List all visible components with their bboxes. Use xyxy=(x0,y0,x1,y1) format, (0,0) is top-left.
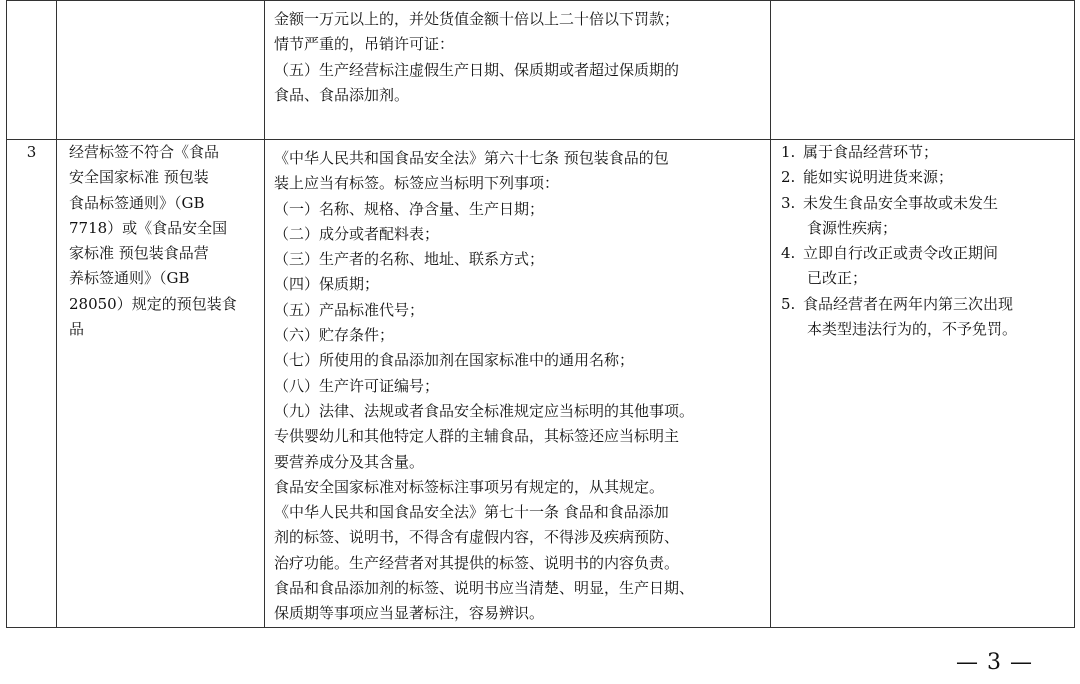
condition-item xyxy=(781,165,1068,190)
legal-basis-text xyxy=(265,140,770,627)
table-row xyxy=(7,140,1075,628)
condition-item xyxy=(781,292,1068,343)
condition-item xyxy=(781,140,1068,165)
violation-description-cell xyxy=(57,140,265,628)
condition-number: 1. xyxy=(781,143,796,161)
clause-line: 保质期等事项应当显著标注，容易辨识。 xyxy=(274,604,545,623)
condition-text: 食品经营者在两年内第三次出现 xyxy=(803,294,1014,313)
clause-line: 剂的标签、说明书，不得含有虚假内容，不得涉及疾病预防、 xyxy=(274,528,680,547)
page-number: — 3 — xyxy=(956,650,1033,675)
clause-line: （一）名称、规格、净含量、生产日期； xyxy=(274,199,545,218)
clause-line: （七）所使用的食品添加剂在国家标准中的通用名称； xyxy=(274,351,635,370)
clause-line: （二）成分或者配料表； xyxy=(274,224,440,243)
clause-line: （三）生产者的名称、地址、联系方式； xyxy=(274,250,545,269)
condition-number: 3. xyxy=(781,193,796,212)
condition-number: 5. xyxy=(781,294,796,313)
exemption-list-table xyxy=(6,0,1075,628)
clause-line: （四）保质期； xyxy=(274,275,380,294)
clause-line: 食品和食品添加剂的标签、说明书应当清楚、明显，生产日期、 xyxy=(274,579,695,598)
condition-text: 本类型违法行为的，不予免罚。 xyxy=(807,320,1018,339)
description-line: 养标签通则》（GB xyxy=(69,269,190,288)
clause-line: 《中华人民共和国食品安全法》第六十七条 预包装食品的包 xyxy=(274,149,669,167)
row-number: 3 xyxy=(7,140,57,628)
description-cell xyxy=(57,1,265,140)
number-cell xyxy=(7,1,57,140)
condition-text: 能如实说明进货来源； xyxy=(803,168,954,187)
clause-line: 要营养成分及其含量。 xyxy=(274,452,425,471)
clause-line: 金额一万元以上的，并处货值金额十倍以上二十倍以下罚款； xyxy=(274,10,680,28)
violation-description xyxy=(57,140,264,342)
description-line: 食品标签通则》（GB xyxy=(69,193,205,212)
condition-text: 已改正； xyxy=(807,269,868,288)
conditions-cell xyxy=(771,140,1075,628)
description-line: 家标准 预包装食品营 xyxy=(69,244,209,263)
legal-basis-cell xyxy=(265,140,771,628)
clause-line: （八）生产许可证编号； xyxy=(274,376,440,395)
condition-text: 立即自行改正或责令改正期间 xyxy=(803,244,999,263)
clause-line: 专供婴幼儿和其他特定人群的主辅食品，其标签还应当标明主 xyxy=(274,427,680,446)
clause-line: 装上应当有标签。标签应当标明下列事项： xyxy=(274,174,560,193)
description-line: 安全国家标准 预包装 xyxy=(69,168,209,187)
condition-text: 未发生食品安全事故或未发生 xyxy=(803,193,999,212)
description-line: 7718）或《食品安全国 xyxy=(69,218,228,237)
condition-text: 食源性疾病； xyxy=(807,218,898,237)
clause-line: 《中华人民共和国食品安全法》第七十一条 食品和食品添加 xyxy=(274,503,669,522)
clause-line: （九）法律、法规或者食品安全标准规定应当标明的其他事项。 xyxy=(274,401,695,420)
clause-line: 食品、食品添加剂。 xyxy=(274,85,410,104)
clause-line: （六）贮存条件； xyxy=(274,326,395,345)
description-line: 28050）规定的预包装食 xyxy=(69,294,237,313)
table-row-continued xyxy=(7,1,1075,140)
conditions-cell xyxy=(771,1,1075,140)
description-line: 品 xyxy=(69,320,85,339)
condition-item xyxy=(781,241,1068,292)
clause-line: 食品安全国家标准对标签标注事项另有规定的，从其规定。 xyxy=(274,477,665,496)
clause-line: （五）产品标准代号； xyxy=(274,300,425,319)
clause-line: （五）生产经营标注虚假生产日期、保质期或者超过保质期的 xyxy=(274,60,680,79)
legal-basis-text xyxy=(265,1,770,108)
exemption-conditions xyxy=(771,140,1074,342)
description-line: 经营标签不符合《食品 xyxy=(69,143,220,161)
condition-item xyxy=(781,191,1068,242)
condition-number: 4. xyxy=(781,244,796,263)
clause-line: 治疗功能。生产经营者对其提供的标签、说明书的内容负责。 xyxy=(274,553,680,572)
condition-number: 2. xyxy=(781,168,796,187)
condition-text: 属于食品经营环节； xyxy=(803,143,939,161)
clause-line: 情节严重的，吊销许可证： xyxy=(274,35,455,54)
legal-basis-cell xyxy=(265,1,771,140)
